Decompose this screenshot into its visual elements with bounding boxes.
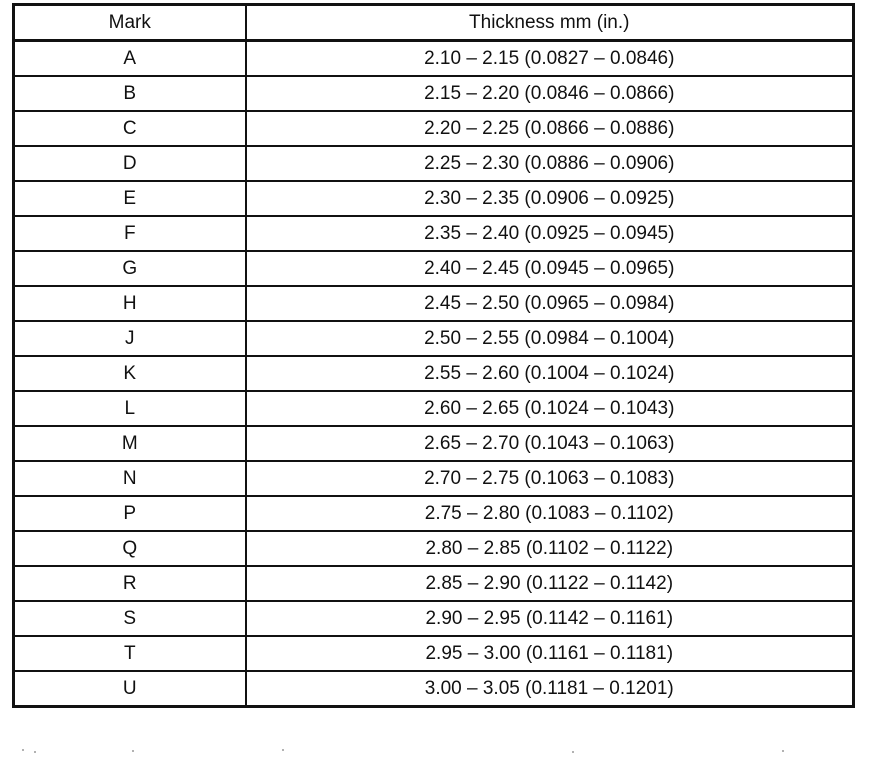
cell-thickness: 2.25 – 2.30 (0.0886 – 0.0906)	[246, 146, 854, 181]
thickness-table-container	[12, 3, 852, 708]
cell-mark: P	[14, 496, 246, 531]
cell-mark: K	[14, 356, 246, 391]
cell-thickness: 2.65 – 2.70 (0.1043 – 0.1063)	[246, 426, 854, 461]
cell-thickness: 2.45 – 2.50 (0.0965 – 0.0984)	[246, 286, 854, 321]
thickness-table	[12, 3, 855, 708]
table-row	[14, 286, 854, 321]
cell-mark: N	[14, 461, 246, 496]
cell-thickness: 2.30 – 2.35 (0.0906 – 0.0925)	[246, 181, 854, 216]
cell-thickness: 2.80 – 2.85 (0.1102 – 0.1122)	[246, 531, 854, 566]
cell-mark: E	[14, 181, 246, 216]
table-row	[14, 636, 854, 671]
cell-mark: H	[14, 286, 246, 321]
cell-mark: S	[14, 601, 246, 636]
cell-mark: R	[14, 566, 246, 601]
table-row	[14, 426, 854, 461]
cell-thickness: 2.40 – 2.45 (0.0945 – 0.0965)	[246, 251, 854, 286]
table-row	[14, 496, 854, 531]
cell-mark: D	[14, 146, 246, 181]
cell-mark: U	[14, 671, 246, 707]
header-row	[14, 5, 854, 41]
cell-mark: T	[14, 636, 246, 671]
table-row	[14, 356, 854, 391]
cell-thickness: 3.00 – 3.05 (0.1181 – 0.1201)	[246, 671, 854, 707]
table-row	[14, 251, 854, 286]
cell-thickness: 2.70 – 2.75 (0.1063 – 0.1083)	[246, 461, 854, 496]
cell-thickness: 2.95 – 3.00 (0.1161 – 0.1181)	[246, 636, 854, 671]
column-header-mark: Mark	[14, 5, 246, 41]
table-row	[14, 566, 854, 601]
cell-mark: F	[14, 216, 246, 251]
cell-thickness: 2.60 – 2.65 (0.1024 – 0.1043)	[246, 391, 854, 426]
cell-mark: A	[14, 41, 246, 77]
column-header-thickness: Thickness mm (in.)	[246, 5, 854, 41]
table-row	[14, 531, 854, 566]
cell-thickness: 2.10 – 2.15 (0.0827 – 0.0846)	[246, 41, 854, 77]
table-row	[14, 321, 854, 356]
cell-thickness: 2.90 – 2.95 (0.1142 – 0.1161)	[246, 601, 854, 636]
cell-thickness: 2.75 – 2.80 (0.1083 – 0.1102)	[246, 496, 854, 531]
table-row	[14, 601, 854, 636]
cell-mark: G	[14, 251, 246, 286]
table-row	[14, 461, 854, 496]
cell-thickness: 2.55 – 2.60 (0.1004 – 0.1024)	[246, 356, 854, 391]
cell-mark: L	[14, 391, 246, 426]
cell-thickness: 2.15 – 2.20 (0.0846 – 0.0866)	[246, 76, 854, 111]
cell-thickness: 2.20 – 2.25 (0.0866 – 0.0886)	[246, 111, 854, 146]
cell-thickness: 2.85 – 2.90 (0.1122 – 0.1142)	[246, 566, 854, 601]
table-row	[14, 181, 854, 216]
table-row	[14, 146, 854, 181]
cell-mark: M	[14, 426, 246, 461]
table-row	[14, 671, 854, 707]
cell-mark: Q	[14, 531, 246, 566]
cell-mark: B	[14, 76, 246, 111]
table-row	[14, 111, 854, 146]
cell-mark: C	[14, 111, 246, 146]
cell-mark: J	[14, 321, 246, 356]
table-header	[14, 5, 854, 41]
table-row	[14, 391, 854, 426]
cell-thickness: 2.35 – 2.40 (0.0925 – 0.0945)	[246, 216, 854, 251]
table-row	[14, 41, 854, 77]
table-body	[14, 41, 854, 707]
cell-thickness: 2.50 – 2.55 (0.0984 – 0.1004)	[246, 321, 854, 356]
table-row	[14, 216, 854, 251]
scan-specks	[12, 745, 852, 755]
table-row	[14, 76, 854, 111]
